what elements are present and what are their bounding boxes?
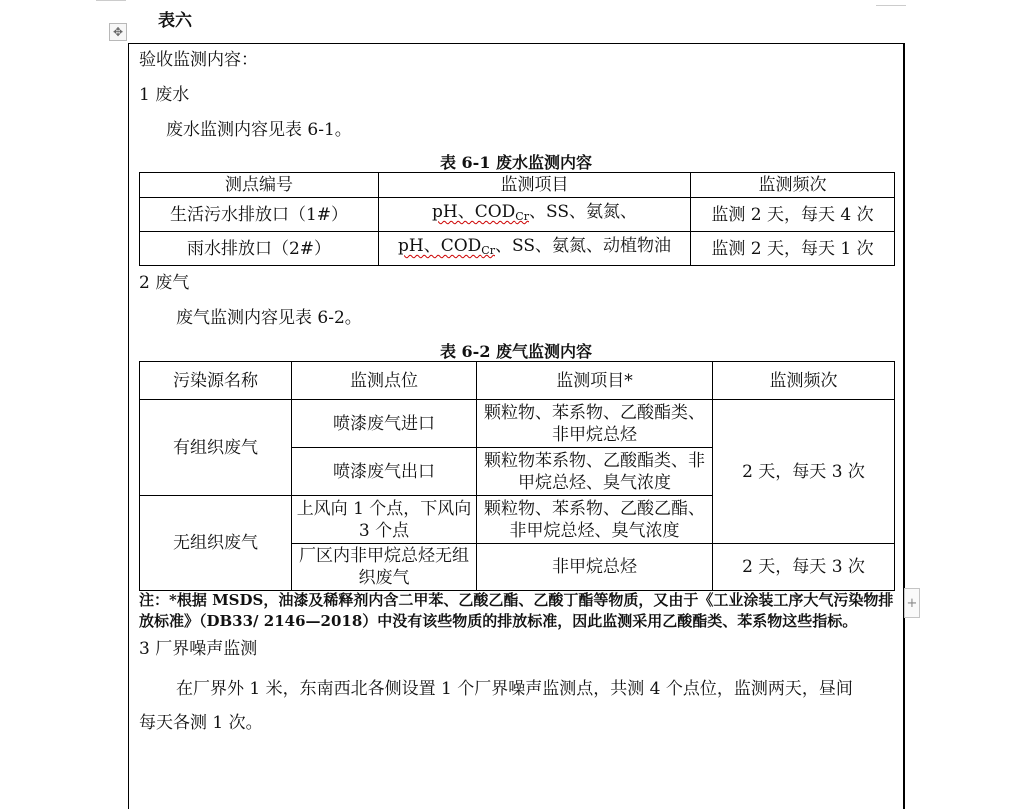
wastewater-table: [139, 172, 895, 266]
table-border-left: [128, 43, 129, 809]
exhaust-reference: 废气监测内容见表 6-2。: [176, 308, 362, 328]
page-title: 表六: [158, 11, 192, 31]
table-header-cell: 测点编号: [140, 173, 379, 198]
table-cell-point: 厂区内非甲烷总烃无组织废气: [292, 544, 477, 591]
table-cell-point: 雨水排放口（2#）: [140, 232, 379, 266]
table-row: [140, 232, 895, 266]
page-corner-mark: [96, 0, 126, 1]
table-cell-source: 有组织废气: [140, 400, 292, 496]
exhaust-table: [139, 361, 895, 591]
table-header-cell: 监测频次: [691, 173, 895, 198]
table-cell-point: 喷漆废气出口: [292, 448, 477, 496]
table-cell-point: 喷漆废气进口: [292, 400, 477, 448]
noise-paragraph-line2: 每天各测 1 次。: [139, 713, 263, 733]
table-header-cell: 监测点位: [292, 362, 477, 400]
move-handle-icon[interactable]: ✥: [109, 23, 127, 41]
table-header-cell: 污染源名称: [140, 362, 292, 400]
add-column-icon[interactable]: +: [904, 588, 920, 618]
table-cell-items: 颗粒物、苯系物、乙酸乙酯、非甲烷总烃、臭气浓度: [477, 496, 713, 544]
section-heading-noise: 3 厂界噪声监测: [139, 639, 258, 659]
table-row: [140, 400, 895, 448]
table-border-right: [903, 43, 905, 809]
table-cell-items: pH、$COD_{Cr}$、SS、氨氮、动植物油: [379, 232, 691, 266]
table-cell-point: 生活污水排放口（1#）: [140, 198, 379, 232]
table-cell-items: 颗粒物、苯系物、乙酸酯类、非甲烷总烃: [477, 400, 713, 448]
table-cell-items: pH、$COD_{Cr}$、SS、氨氮、: [379, 198, 691, 232]
table-cell-items: 非甲烷总烃: [477, 544, 713, 591]
page-corner-mark: [876, 5, 906, 6]
section-heading-wastewater: 1 废水: [139, 85, 190, 105]
table-header-cell: 监测项目*: [477, 362, 713, 400]
section-heading-exhaust: 2 废气: [139, 273, 190, 293]
table-header-cell: 监测频次: [713, 362, 895, 400]
table-cell-items: 颗粒物苯系物、乙酸酯类、非甲烷总烃、臭气浓度: [477, 448, 713, 496]
table-row: [140, 198, 895, 232]
table-cell-point: 上风向 1 个点，下风向 3 个点: [292, 496, 477, 544]
wastewater-reference: 废水监测内容见表 6-1。: [166, 120, 352, 140]
intro-text: 验收监测内容：: [139, 50, 258, 70]
table-cell-frequency: 2 天，每天 3 次: [713, 400, 895, 544]
noise-paragraph-line1: 在厂界外 1 米，东南西北各侧设置 1 个厂界噪声监测点，共测 4 个点位，监测两天，昼间: [176, 679, 853, 699]
table-cell-frequency: 监测 2 天，每天 1 次: [691, 232, 895, 266]
table-cell-frequency: 监测 2 天，每天 4 次: [691, 198, 895, 232]
table-header-cell: 监测项目: [379, 173, 691, 198]
table-footnote: 注：*根据 MSDS，油漆及稀释剂内含二甲苯、乙酸乙酯、乙酸丁酯等物质，又由于《工业涂装工序大气污染物排放标准》（DB33/ 2146—2018）中没有该些物质的排放标准，因此监测采用乙酸酯类、苯系物这些指标。: [139, 591, 894, 630]
table-cell-frequency: 2 天，每天 3 次: [713, 544, 895, 591]
table-border-top: [128, 43, 904, 44]
table-caption-exhaust: 表 6-2 废气监测内容: [439, 342, 593, 361]
table-cell-source: 无组织废气: [140, 496, 292, 591]
table-caption-wastewater: 表 6-1 废水监测内容: [439, 153, 593, 172]
